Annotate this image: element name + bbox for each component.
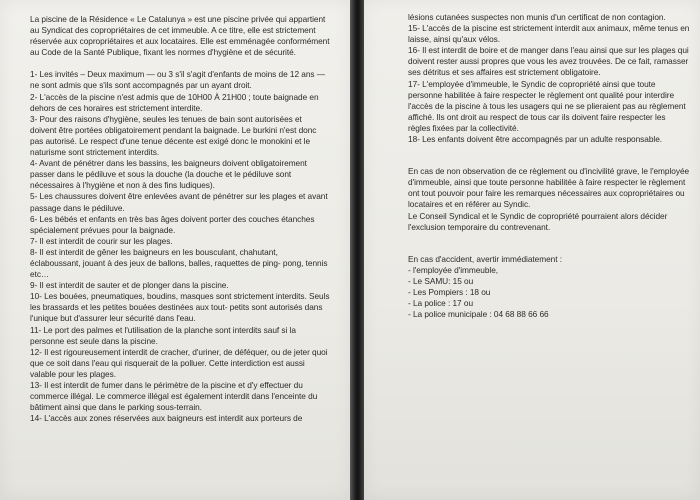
- exclusion-paragraph: Le Conseil Syndical et le Syndic de copropriété pourraient alors décider l'exclusion temporaire du contrevenant.: [408, 210, 668, 232]
- rule-17: 17- L'employée d'immeuble, le Syndic de copropriété ainsi que toute personne habilitée à faire respecter le règlement ont qualité pour interdire l'accès de la piscine à tous les usagers qui ne se plieraient pas au règlement affiché. Ils ont droit au respect de tous car ils doivent faire respecter les règles fixées par la collectivité.: [408, 78, 686, 133]
- rule-14-continued: lésions cutanées suspectes non munis d'un certificat de non contagion.: [408, 12, 666, 22]
- rule-6: 6- Les bébés et enfants en très bas âges doivent porter des couches étanches spécialement prévues pour la baignade.: [30, 213, 315, 235]
- rule-16: 16- Il est interdit de boire et de manger dans l'eau ainsi que sur les plages qui doivent rester aussi propres que vous les avez trouvées. De ce fait, ramasser ses détritus et ses affaires est strictement obligatoire.: [408, 45, 689, 78]
- rule-7: 7- Il est interdit de courir sur les plages.: [30, 235, 173, 246]
- rule-8: 8- Il est interdit de gêner les baigneurs en les bousculant, chahutant, éclaboussant, jouant à des jeux de ballons, balles, raquettes de ping- pong, tennis etc…: [30, 246, 328, 280]
- sanctions-paragraph: En cas de non observation de ce règlement ou d'incivilité grave, le l'employée d'immeuble, ainsi que toute personne habilitée à faire respecter le règlement ont tout pouvoir pour faire les remarques nécessaires aux copropriétaires ou locataires et en référer au Syndic.: [408, 166, 690, 210]
- rule-1: 1- Les invités – Deux maximum — ou 3 s'il s'agit d'enfants de moins de 12 ans — ne sont admis que s'ils sont accompagnés par un ayant droit.: [30, 69, 326, 91]
- left-page-text: [30, 14, 330, 424]
- rule-3: 3- Pour des raisons d'hygiène, seules les tenues de bain sont autorisées et doivent être portées obligatoirement pendant la baignade. Le burkini n'est donc pas autorisé. Le respect d'une tenue décente est exigé donc le monokini et le naturisme sont strictement interdits.: [30, 113, 317, 158]
- rule-5: 5- Les chaussures doivent être enlevées avant de pénétrer sur les plages et avant passage dans le pédiluve.: [30, 191, 328, 213]
- rule-9: 9- Il est interdit de sauter et de plonger dans la piscine.: [30, 280, 229, 291]
- rule-12: 12- Il est rigoureusement interdit de cracher, d'uriner, de déféquer, ou de jeter quoi que ce soit dans l'eau qui risquerait de la polluer. Cette interdiction est aussi valable pour les plages.: [30, 346, 328, 379]
- page-divider: [350, 0, 364, 500]
- contact-police-municipale: - La police municipale : 04 68 88 66 66: [408, 309, 549, 320]
- contact-employee: - l'employée d'immeuble,: [408, 264, 499, 275]
- rule-13: 13- Il est interdit de fumer dans le périmètre de la piscine et d'y effectuer du commerce illégal. Le commerce illégal est également interdit dans l'enceinte du bâtiment ainsi que dans le parking sous-terrain.: [30, 380, 318, 413]
- rule-15: 15- L'accès de la piscine est strictement interdit aux animaux, même tenus en laisse, ainsi qu'aux vélos.: [408, 23, 690, 45]
- contact-pompiers: - Les Pompiers : 18 ou: [408, 286, 491, 297]
- rule-11: 11- Le port des palmes et l'utilisation de la planche sont interdits sauf si la personne est seule dans la piscine.: [30, 324, 296, 346]
- rule-4: 4- Avant de pénétrer dans les bassins, les baigneurs doivent obligatoirement passer dans le pédiluve et sous la douche (la douche et le pédiluve sont nécessaires à l'hygiène et non à des fins ludiques).: [30, 158, 307, 191]
- rule-10: 10- Les bouées, pneumatiques, boudins, masques sont strictement interdits. Seuls les brassards et les petites bouées destinées aux tout- petits sont autorisés dans l'unique but d'assurer leur sécurité dans l'eau.: [30, 291, 330, 324]
- rule-2: 2- L'accès de la piscine n'est admis que de 10H00 À 21H00 ; toute baignade en dehors de ces horaires est strictement interdite.: [30, 91, 319, 113]
- rule-18: 18- Les enfants doivent être accompagnés par un adulte responsable.: [408, 134, 663, 145]
- intro-paragraph: La piscine de la Résidence « Le Catalunya » est une piscine privée qui appartient au Syndicat des copropriétaires de cet immeuble. A ce titre, elle est strictement réservée aux copropriétaires et aux locataires. Elle est emménagée conformément au Code de la Santé Publique, fixant les normes d'hygiène et de sécurité.: [30, 14, 330, 58]
- rule-14: 14- L'accès aux zones réservées aux baigneurs est interdit aux porteurs de: [30, 413, 303, 424]
- contact-samu: - Le SAMU: 15 ou: [408, 275, 474, 286]
- emergency-heading: En cas d'accident, avertir immédiatement :: [408, 253, 562, 264]
- right-page-text: [408, 12, 690, 320]
- contact-police: - La police : 17 ou: [408, 298, 474, 309]
